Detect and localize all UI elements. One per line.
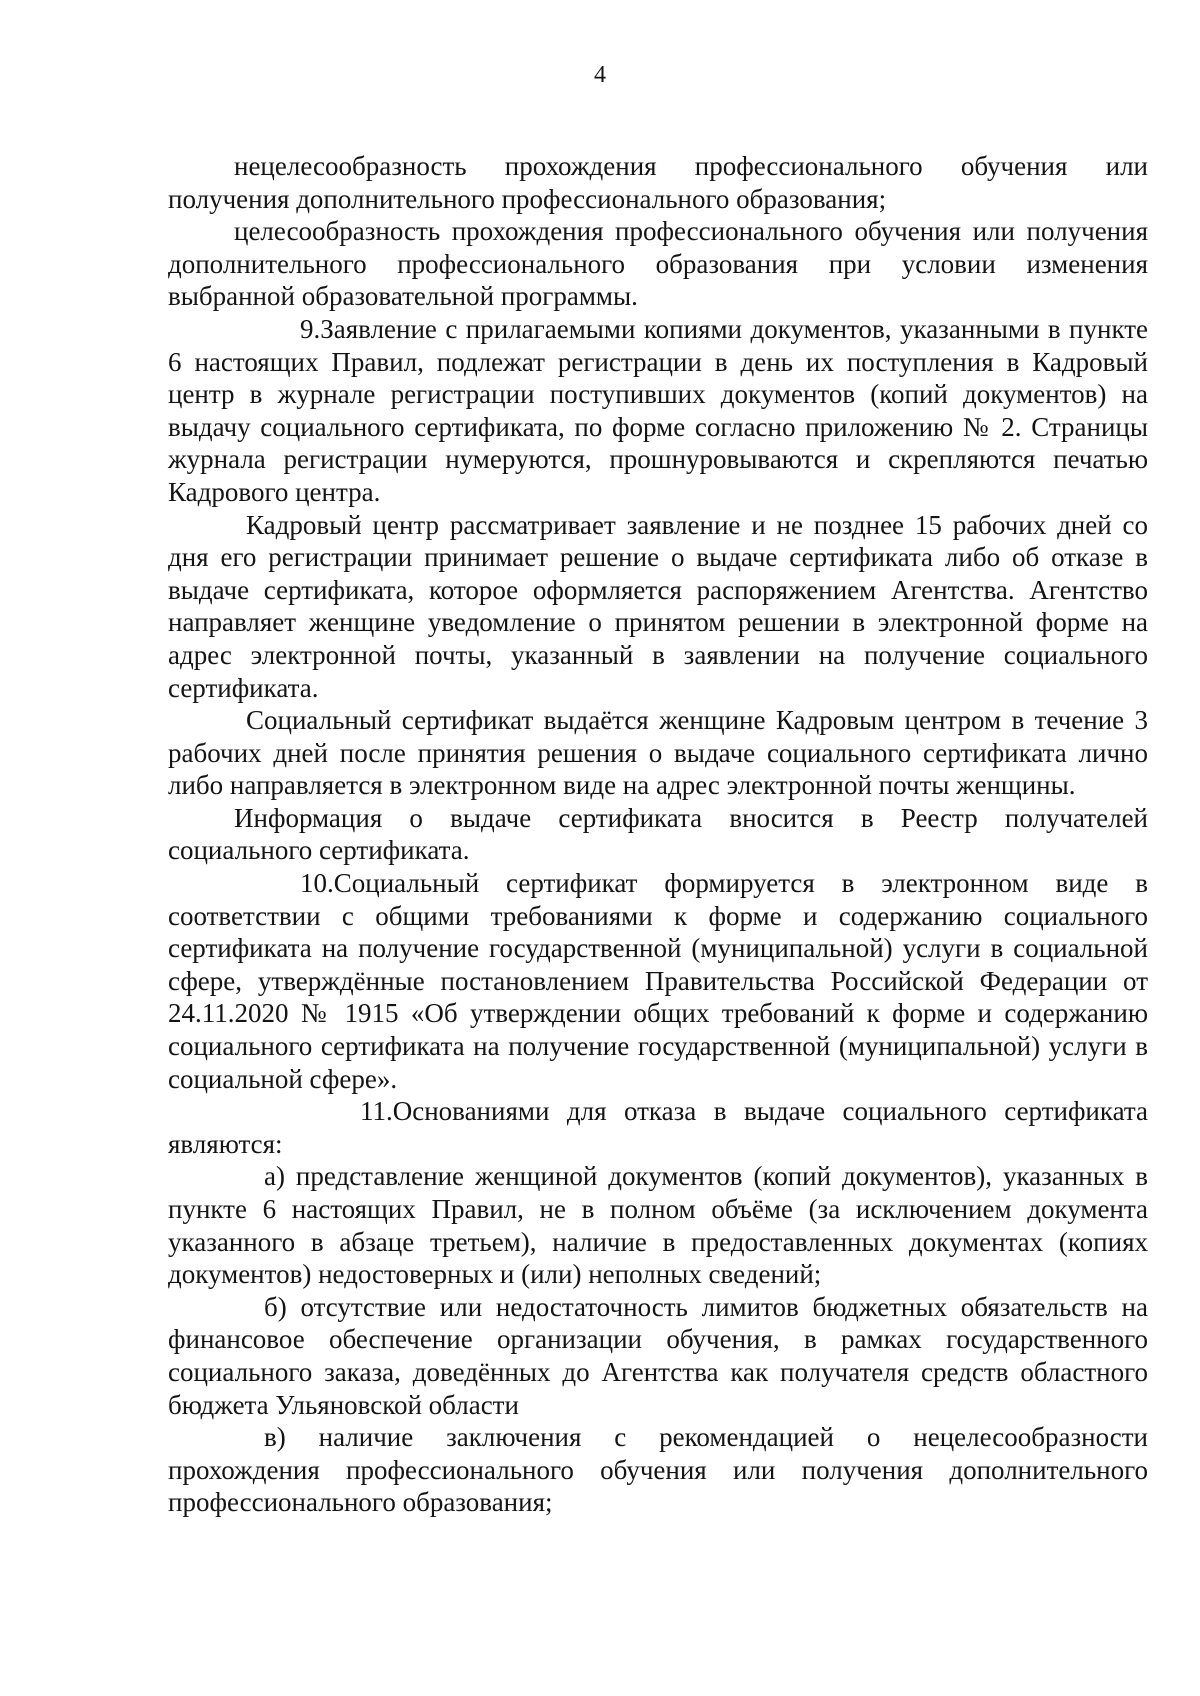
paragraph-review: Кадровый центр рассматривает заявление и не позднее 15 рабочих дней со дня его регистрации принимает решение о выдаче сертификата либо об отказе в выдаче сертификата, которое оформляется распоряжением Агентства. Агентство направляет женщине уведомление о принятом решении в электронной форме на адрес электронной почты, указанный в заявлении на получение социального сертификата. <box>168 509 1148 703</box>
clause-number: 10. <box>300 868 334 899</box>
paragraph-issuance: Социальный сертификат выдаётся женщине Кадровым центром в течение 3 рабочих дней после принятия решения о выдаче социального сертификата лично либо направляется в электронном виде на адрес электронной почты женщины. <box>168 705 1148 801</box>
clause-number: 11. <box>360 1096 393 1127</box>
paragraph-non-expediency: нецелесообразность прохождения профессионального обучения или получения дополнительного профессионального образования; <box>168 151 1148 214</box>
paragraph-registry: Информация о выдаче сертификата вносится в Реестр получателей социального сертификата. <box>168 802 1148 866</box>
clause-text: Основаниями для отказа в выдаче социального сертификата являются: <box>168 1096 1148 1159</box>
clause-text: Социальный сертификат формируется в электронном виде в соответствии с общими требованиями к форме и содержанию социального сертификата на получение государственной (муниципальной) услуги в социальной сфере, утверждённые постановлением Правительства Российской Федерации от 24.11.2020 № 1915 «Об утверждении общих требований к форме и содержанию социального сертификата на получение государственной (муниципальной) услуги в социальной сфере». <box>168 868 1148 1094</box>
subitem-a: а) представление женщиной документов (копий документов), указанных в пункте 6 настоящих Правил, не в полном объёме (за исключением документа указанного в абзаце третьем), наличие в предоставленных документах (копиях документов) недостоверных и (или) неполных сведений; <box>168 1161 1148 1290</box>
subitem-v: в) наличие заключения с рекомендацией о нецелесообразности прохождения профессионального обучения или получения дополнительного профессионального образования; <box>168 1422 1148 1518</box>
document-body <box>168 150 1148 1519</box>
subitem-b: б) отсутствие или недостаточность лимитов бюджетных обязательств на финансовое обеспечение организации обучения, в рамках государственного социального заказа, доведённых до Агентства как получателя средств областного бюджета Ульяновской области <box>168 1291 1148 1420</box>
clause-number: 9. <box>300 313 321 344</box>
clause-text: Заявление с прилагаемыми копиями документов, указанными в пункте 6 настоящих Правил, подлежат регистрации в день их поступления в Кадровый центр в журнале регистрации поступивших документов (копий документов) на выдачу социального сертификата, по форме согласно приложению № 2. Страницы журнала регистрации нумеруются, прошнуровываются и скрепляются печатью Кадрового центра. <box>168 313 1148 507</box>
page-number: 4 <box>594 62 606 88</box>
paragraph-expediency: целесообразность прохождения профессионального обучения или получения дополнительного профессионального образования при условии изменения выбранной образовательной программы. <box>168 216 1148 312</box>
clause-11 <box>168 1095 1148 1160</box>
clause-9 <box>168 313 1148 509</box>
clause-10 <box>168 867 1148 1095</box>
